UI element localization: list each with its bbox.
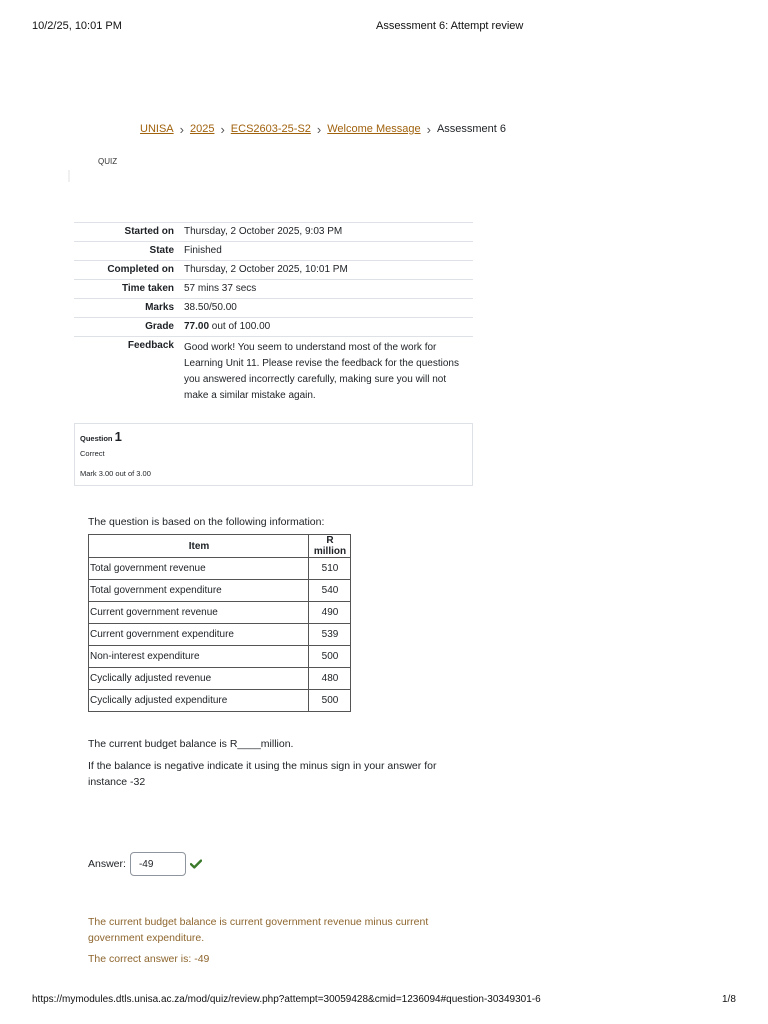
table-cell-item: Current government revenue	[89, 602, 309, 624]
breadcrumb	[140, 123, 506, 135]
summary-label: Feedback	[127, 340, 174, 351]
table-cell-value: 539	[309, 624, 351, 646]
question-instruction: If the balance is negative indicate it using the minus sign in your answer for instance -32	[88, 760, 437, 788]
answer-label: Answer:	[88, 858, 126, 870]
chevron-right-icon: ›	[316, 121, 322, 137]
summary-label: Started on	[124, 226, 174, 237]
specific-feedback: The current budget balance is current government revenue minus current government expenditure.	[88, 916, 429, 944]
print-header-title: Assessment 6: Attempt review	[376, 20, 524, 32]
summary-row-time-taken	[74, 280, 473, 299]
activity-type-label: QUIZ	[98, 157, 118, 166]
table-cell-value: 490	[309, 602, 351, 624]
breadcrumb-link-section[interactable]: Welcome Message	[327, 123, 421, 135]
question-prompt: The current budget balance is R____million.	[88, 738, 294, 750]
summary-value: Finished	[184, 245, 222, 256]
question-intro: The question is based on the following information:	[88, 516, 325, 528]
print-footer-url: https://mymodules.dtls.unisa.ac.za/mod/quiz/review.php?attempt=30059428&cmid=1236094#question-30349301-6	[32, 994, 541, 1005]
grade-out-of: out of 100.00	[209, 321, 271, 332]
question-info-box	[74, 423, 473, 486]
activity-icon	[68, 170, 70, 182]
answer-row	[88, 852, 202, 876]
summary-value: Thursday, 2 October 2025, 10:01 PM	[184, 264, 348, 275]
table-cell-item: Total government revenue	[89, 558, 309, 580]
table-cell-value: 480	[309, 668, 351, 690]
table-cell-value: 500	[309, 690, 351, 712]
chevron-right-icon: ›	[179, 121, 184, 137]
table-header-row	[89, 535, 351, 558]
question-label: Question	[80, 434, 113, 443]
summary-value: Thursday, 2 October 2025, 9:03 PM	[184, 226, 343, 237]
table-cell-item: Total government expenditure	[89, 580, 309, 602]
summary-row-state	[74, 242, 473, 261]
check-icon	[190, 859, 202, 869]
column-header-item: Item	[89, 535, 309, 558]
overall-feedback-text: Good work! You seem to understand most of the work for Learning Unit 11. Please revise the feedback for the questions you answered incorrectly carefully, making sure you will not make a similar mistake again.	[184, 342, 459, 401]
question-state: Correct	[80, 449, 105, 458]
table-cell-value: 510	[309, 558, 351, 580]
breadcrumb-link-year[interactable]: 2025	[189, 123, 215, 135]
summary-row-grade	[74, 318, 473, 337]
summary-label: Completed on	[107, 264, 174, 275]
table-cell-item: Non-interest expenditure	[89, 646, 309, 668]
table-row	[89, 668, 351, 690]
summary-value	[184, 318, 473, 337]
attempt-summary-table	[74, 222, 473, 408]
summary-label: Grade	[145, 321, 174, 332]
summary-row-started	[74, 223, 473, 242]
table-row	[89, 580, 351, 602]
question-data-table	[88, 534, 351, 712]
table-row	[89, 646, 351, 668]
question-number	[80, 429, 122, 444]
answer-input[interactable]	[130, 852, 186, 876]
breadcrumb-link-unisa[interactable]: UNISA	[140, 123, 174, 135]
question-mark: Mark 3.00 out of 3.00	[80, 469, 151, 478]
summary-row-feedback	[74, 337, 473, 409]
summary-value: 57 mins 37 secs	[184, 283, 257, 294]
right-answer: The correct answer is: -49	[88, 953, 210, 965]
table-cell-item: Cyclically adjusted revenue	[89, 668, 309, 690]
breadcrumb-current: Assessment 6	[436, 123, 507, 135]
table-row	[89, 624, 351, 646]
breadcrumb-link-course[interactable]: ECS2603-25-S2	[230, 123, 311, 135]
question-number-value: 1	[114, 429, 122, 444]
print-header-datetime: 10/2/25, 10:01 PM	[32, 20, 122, 32]
summary-value: 38.50/50.00	[184, 302, 237, 313]
summary-row-completed	[74, 261, 473, 280]
table-row	[89, 558, 351, 580]
summary-label: Time taken	[121, 283, 174, 294]
table-row	[89, 602, 351, 624]
print-footer-page-number: 1/8	[722, 994, 736, 1005]
table-cell-value: 500	[309, 646, 351, 668]
chevron-right-icon: ›	[426, 121, 431, 137]
summary-row-marks	[74, 299, 473, 318]
chevron-right-icon: ›	[220, 121, 225, 137]
summary-label: State	[149, 245, 174, 256]
table-cell-value: 540	[309, 580, 351, 602]
column-header-value: R million	[309, 535, 351, 558]
grade-score: 77.00	[184, 321, 210, 332]
table-cell-item: Current government expenditure	[89, 624, 309, 646]
table-row	[89, 690, 351, 712]
table-cell-item: Cyclically adjusted expenditure	[89, 690, 309, 712]
summary-label: Marks	[145, 302, 174, 313]
